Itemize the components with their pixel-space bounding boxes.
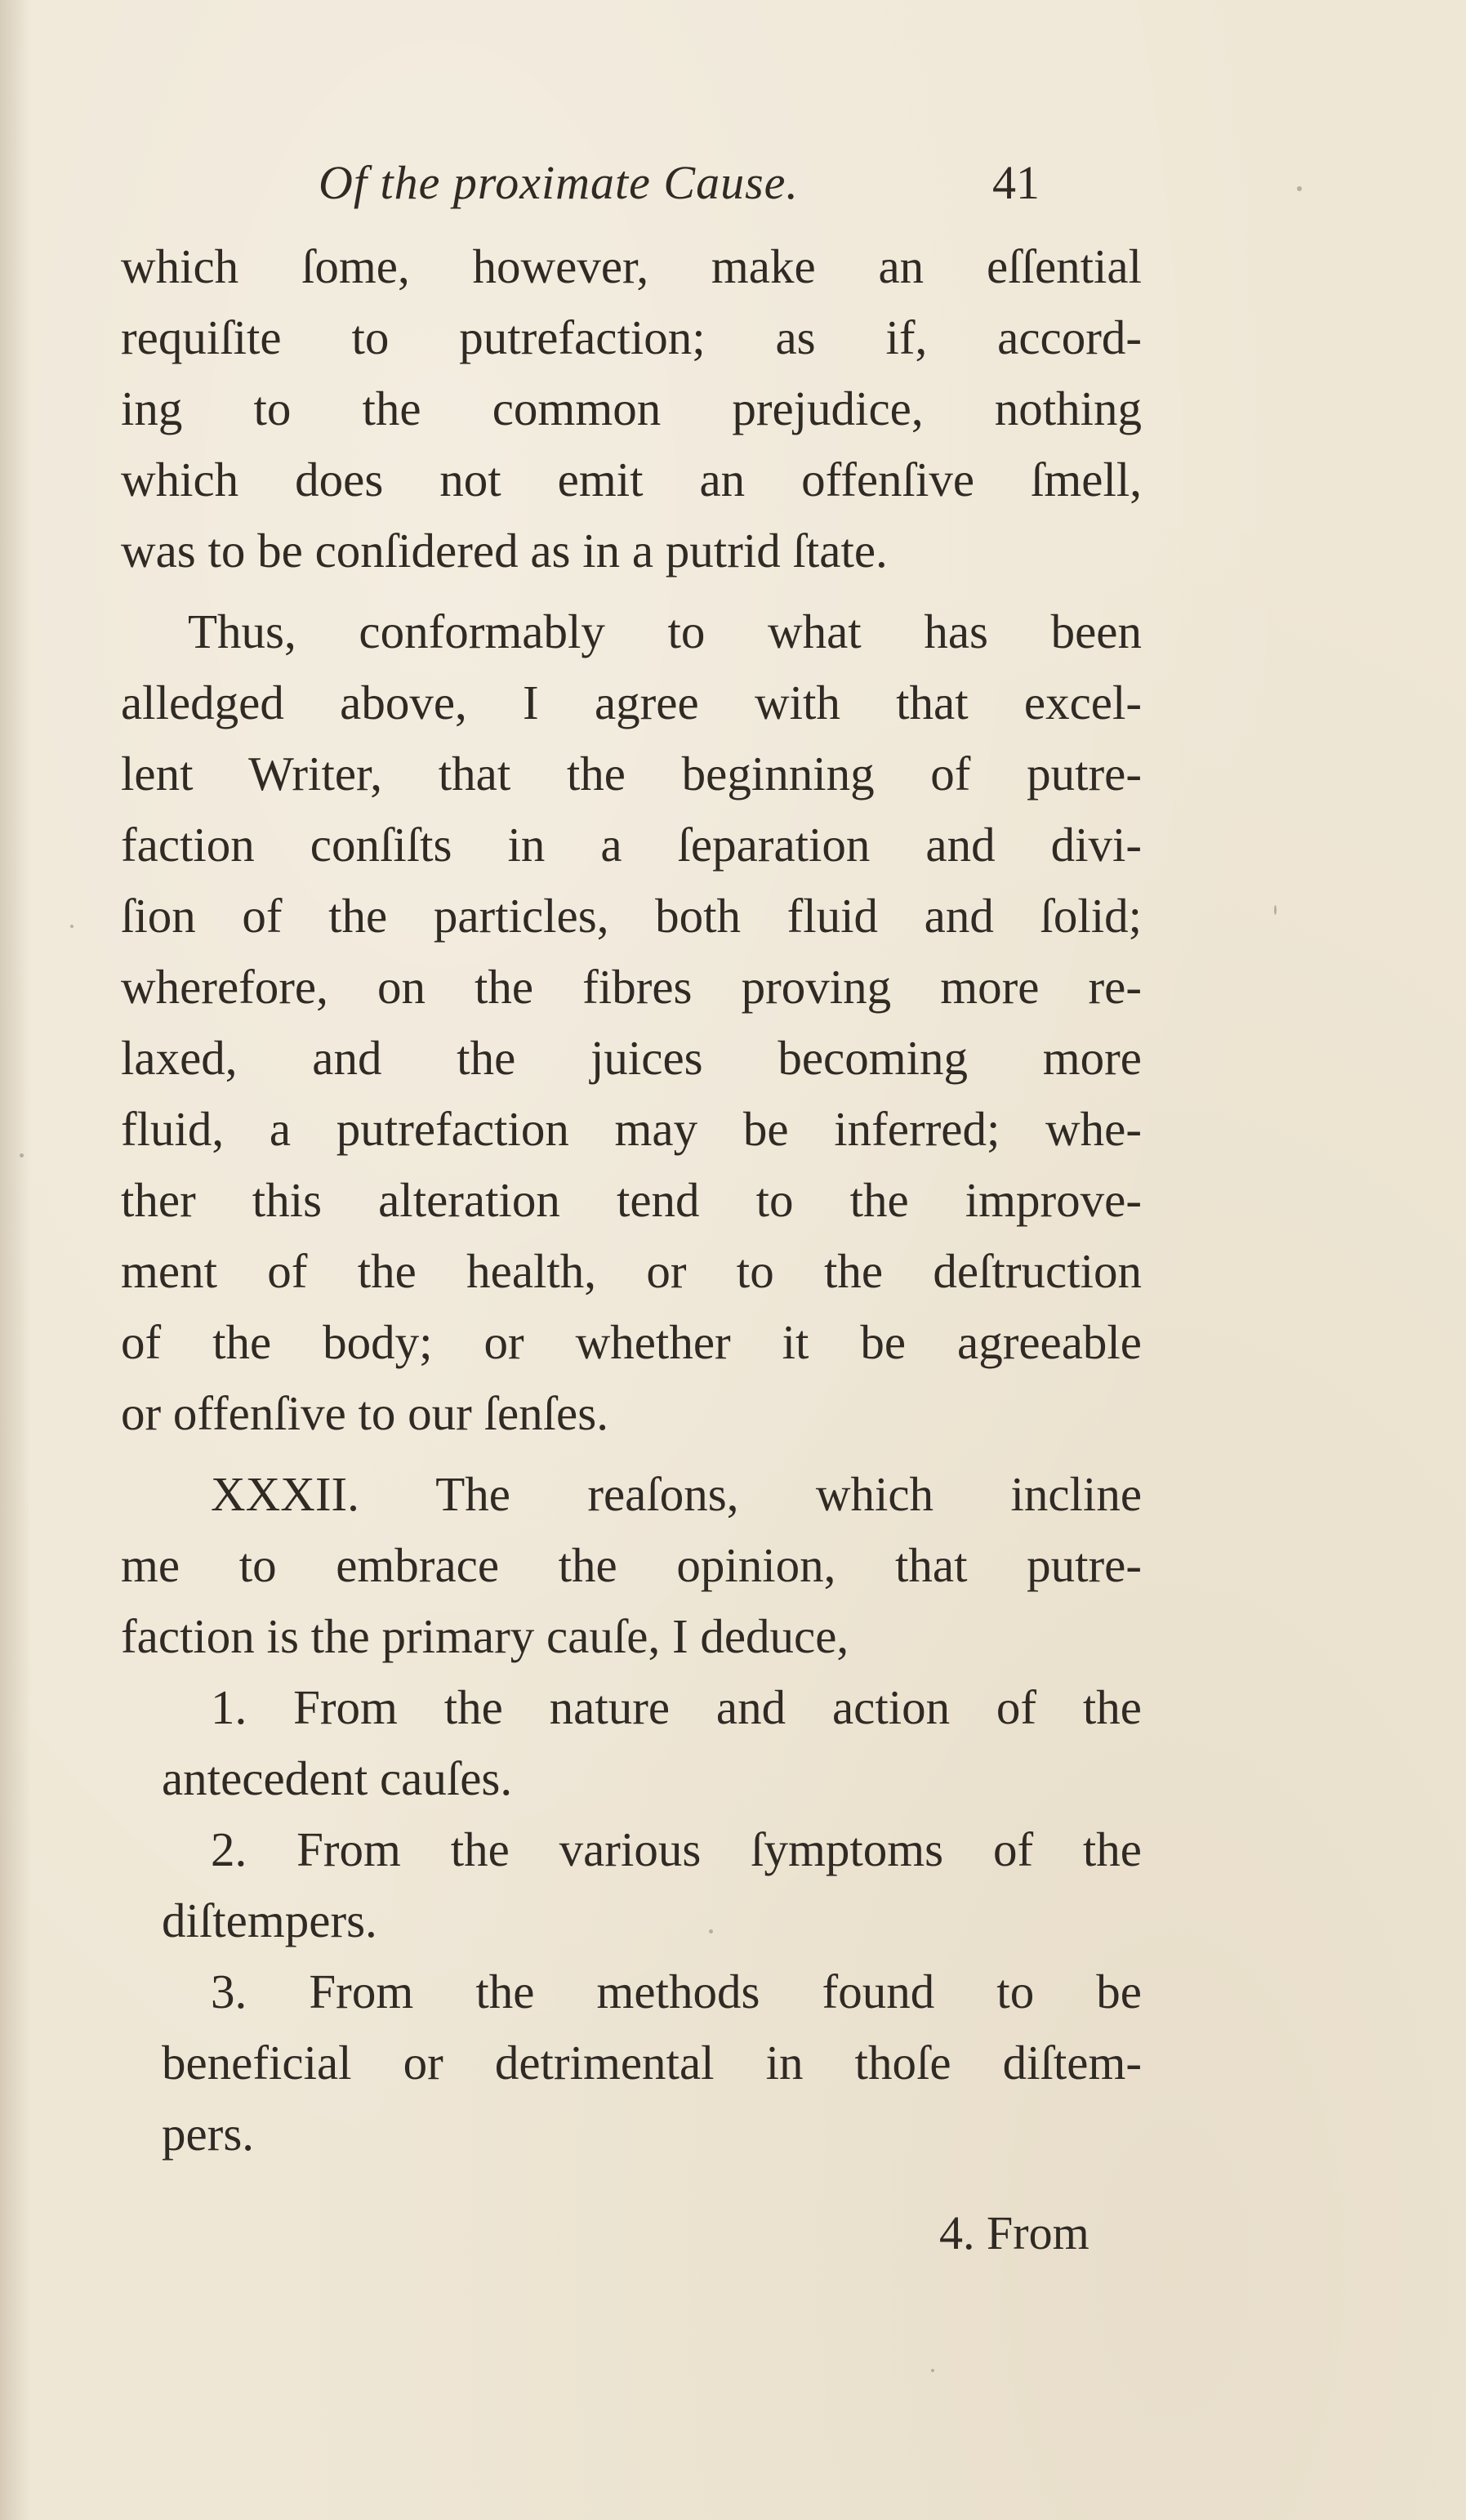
reason-2-line: diſtempers. (162, 1893, 377, 1947)
text-line: ing to the common prejudice, nothing (121, 381, 1142, 435)
page-number: 41 (992, 156, 1040, 209)
running-header (319, 155, 1103, 221)
running-title: Of the proximate Cause. (319, 156, 799, 209)
text-line: me to embrace the opinion, that putre- (121, 1538, 1142, 1592)
paper-speck (1297, 186, 1302, 191)
reason-1-line: antecedent cauſes. (162, 1751, 513, 1805)
text-line: which does not emit an offenſive ſmell, (121, 453, 1142, 506)
page-gutter-shadow (0, 0, 31, 2520)
text-line: ſion of the particles, both fluid and ſolid; (121, 889, 1142, 943)
text-line: ther this alteration tend to the improve- (121, 1173, 1142, 1227)
text-line: Thus, conformably to what has been (188, 604, 1142, 658)
text-line: requiſite to putrefaction; as if, accord- (121, 310, 1142, 364)
text-line: was to be conſidered as in a putrid ſtate. (121, 524, 888, 578)
text-line: of the body; or whether it be agreeable (121, 1315, 1142, 1369)
reason-3-line: beneficial or detrimental in thoſe diſtem- (162, 2036, 1142, 2090)
text-line: laxed, and the juices becoming more (121, 1031, 1142, 1085)
text-line: lent Writer, that the beginning of putre- (121, 747, 1142, 801)
section-heading-line: XXXII. The reaſons, which incline (211, 1467, 1142, 1521)
text-line: faction conſiſts in a ſeparation and divi- (121, 818, 1142, 872)
reason-3-line: pers. (162, 2107, 255, 2161)
paper-speck (1274, 905, 1277, 915)
paper-speck (70, 925, 74, 928)
text-line: which ſome, however, make an eſſential (121, 239, 1142, 293)
reason-3-line: 3. From the methods found to be (211, 1965, 1142, 2018)
text-line: fluid, a putrefaction may be inferred; whe- (121, 1102, 1142, 1156)
body-text (121, 231, 1142, 2170)
text-line: ment of the health, or to the deſtruction (121, 1244, 1142, 1298)
text-line: faction is the primary cauſe, I deduce, (121, 1609, 849, 1663)
paper-speck (931, 2369, 934, 2372)
text-line: wherefore, on the fibres proving more re- (121, 960, 1142, 1014)
text-line: alledged above, I agree with that excel- (121, 676, 1142, 729)
paper-speck (20, 1153, 24, 1157)
text-line: or offenſive to our ſenſes. (121, 1386, 608, 1440)
reason-2-line: 2. From the various ſymptoms of the (211, 1822, 1142, 1876)
reason-1-line: 1. From the nature and action of the (211, 1680, 1142, 1734)
catchword: 4. From (939, 2206, 1089, 2259)
